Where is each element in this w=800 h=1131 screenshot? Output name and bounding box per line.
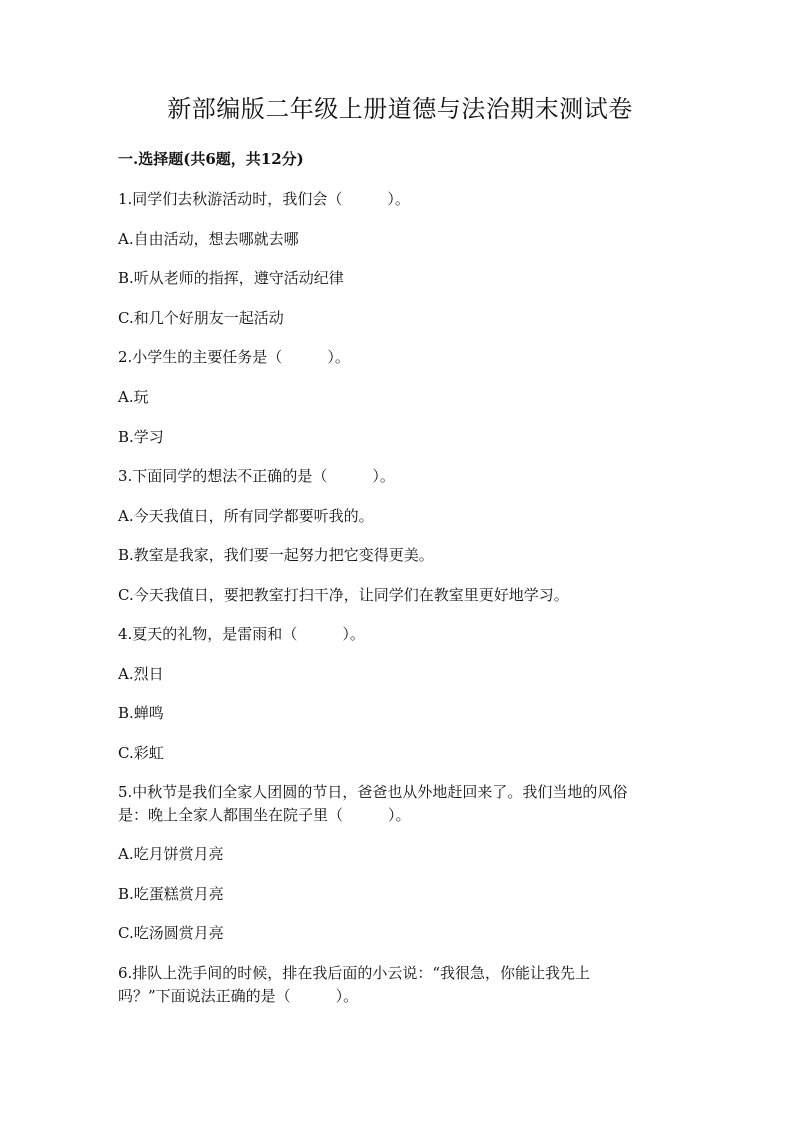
question-1-option-b: B.听从老师的指挥，遵守活动纪律	[118, 269, 344, 287]
question-1-stem: 1.同学们去秋游活动时，我们会（ ）。	[118, 190, 410, 208]
question-6-stem-line-1: 6.排队上洗手间的时候，排在我后面的小云说：“我很急，你能让我先上	[118, 964, 590, 982]
question-3-option-a: A.今天我值日，所有同学都要听我的。	[118, 507, 374, 525]
question-4-stem: 4.夏天的礼物，是雷雨和（ ）。	[118, 625, 365, 643]
question-2-stem: 2.小学生的主要任务是（ ）。	[118, 348, 350, 366]
question-5-stem-line-1: 5.中秋节是我们全家人团圆的节日，爸爸也从外地赶回来了。我们当地的风俗	[118, 783, 628, 801]
question-3-option-c: C.今天我值日，要把教室打扫干净，让同学们在教室里更好地学习。	[118, 586, 569, 604]
question-5-stem-line-2: 是：晚上全家人都围坐在院子里（ ）。	[118, 806, 411, 824]
question-6-stem-line-2: 吗？”下面说法正确的是（ ）。	[118, 987, 359, 1005]
question-1-option-c: C.和几个好朋友一起活动	[118, 309, 284, 327]
page-title: 新部编版二年级上册道德与法治期末测试卷	[167, 95, 633, 123]
question-5-option-b: B.吃蛋糕赏月亮	[118, 885, 224, 903]
question-4-option-c: C.彩虹	[118, 744, 164, 762]
question-5-option-c: C.吃汤圆赏月亮	[118, 924, 224, 942]
question-3-option-b: B.教室是我家，我们要一起努力把它变得更美。	[118, 546, 434, 564]
section-heading: 一.选择题(共6题，共12分)	[118, 150, 304, 168]
question-2-option-a: A.玩	[118, 388, 149, 406]
question-2-option-b: B.学习	[118, 428, 164, 446]
question-4-option-b: B.蝉鸣	[118, 704, 164, 722]
question-3-stem: 3.下面同学的想法不正确的是（ ）。	[118, 467, 395, 485]
question-4-option-a: A.烈日	[118, 665, 164, 683]
question-5-option-a: A.吃月饼赏月亮	[118, 845, 224, 863]
question-1-option-a: A.自由活动，想去哪就去哪	[118, 230, 299, 248]
